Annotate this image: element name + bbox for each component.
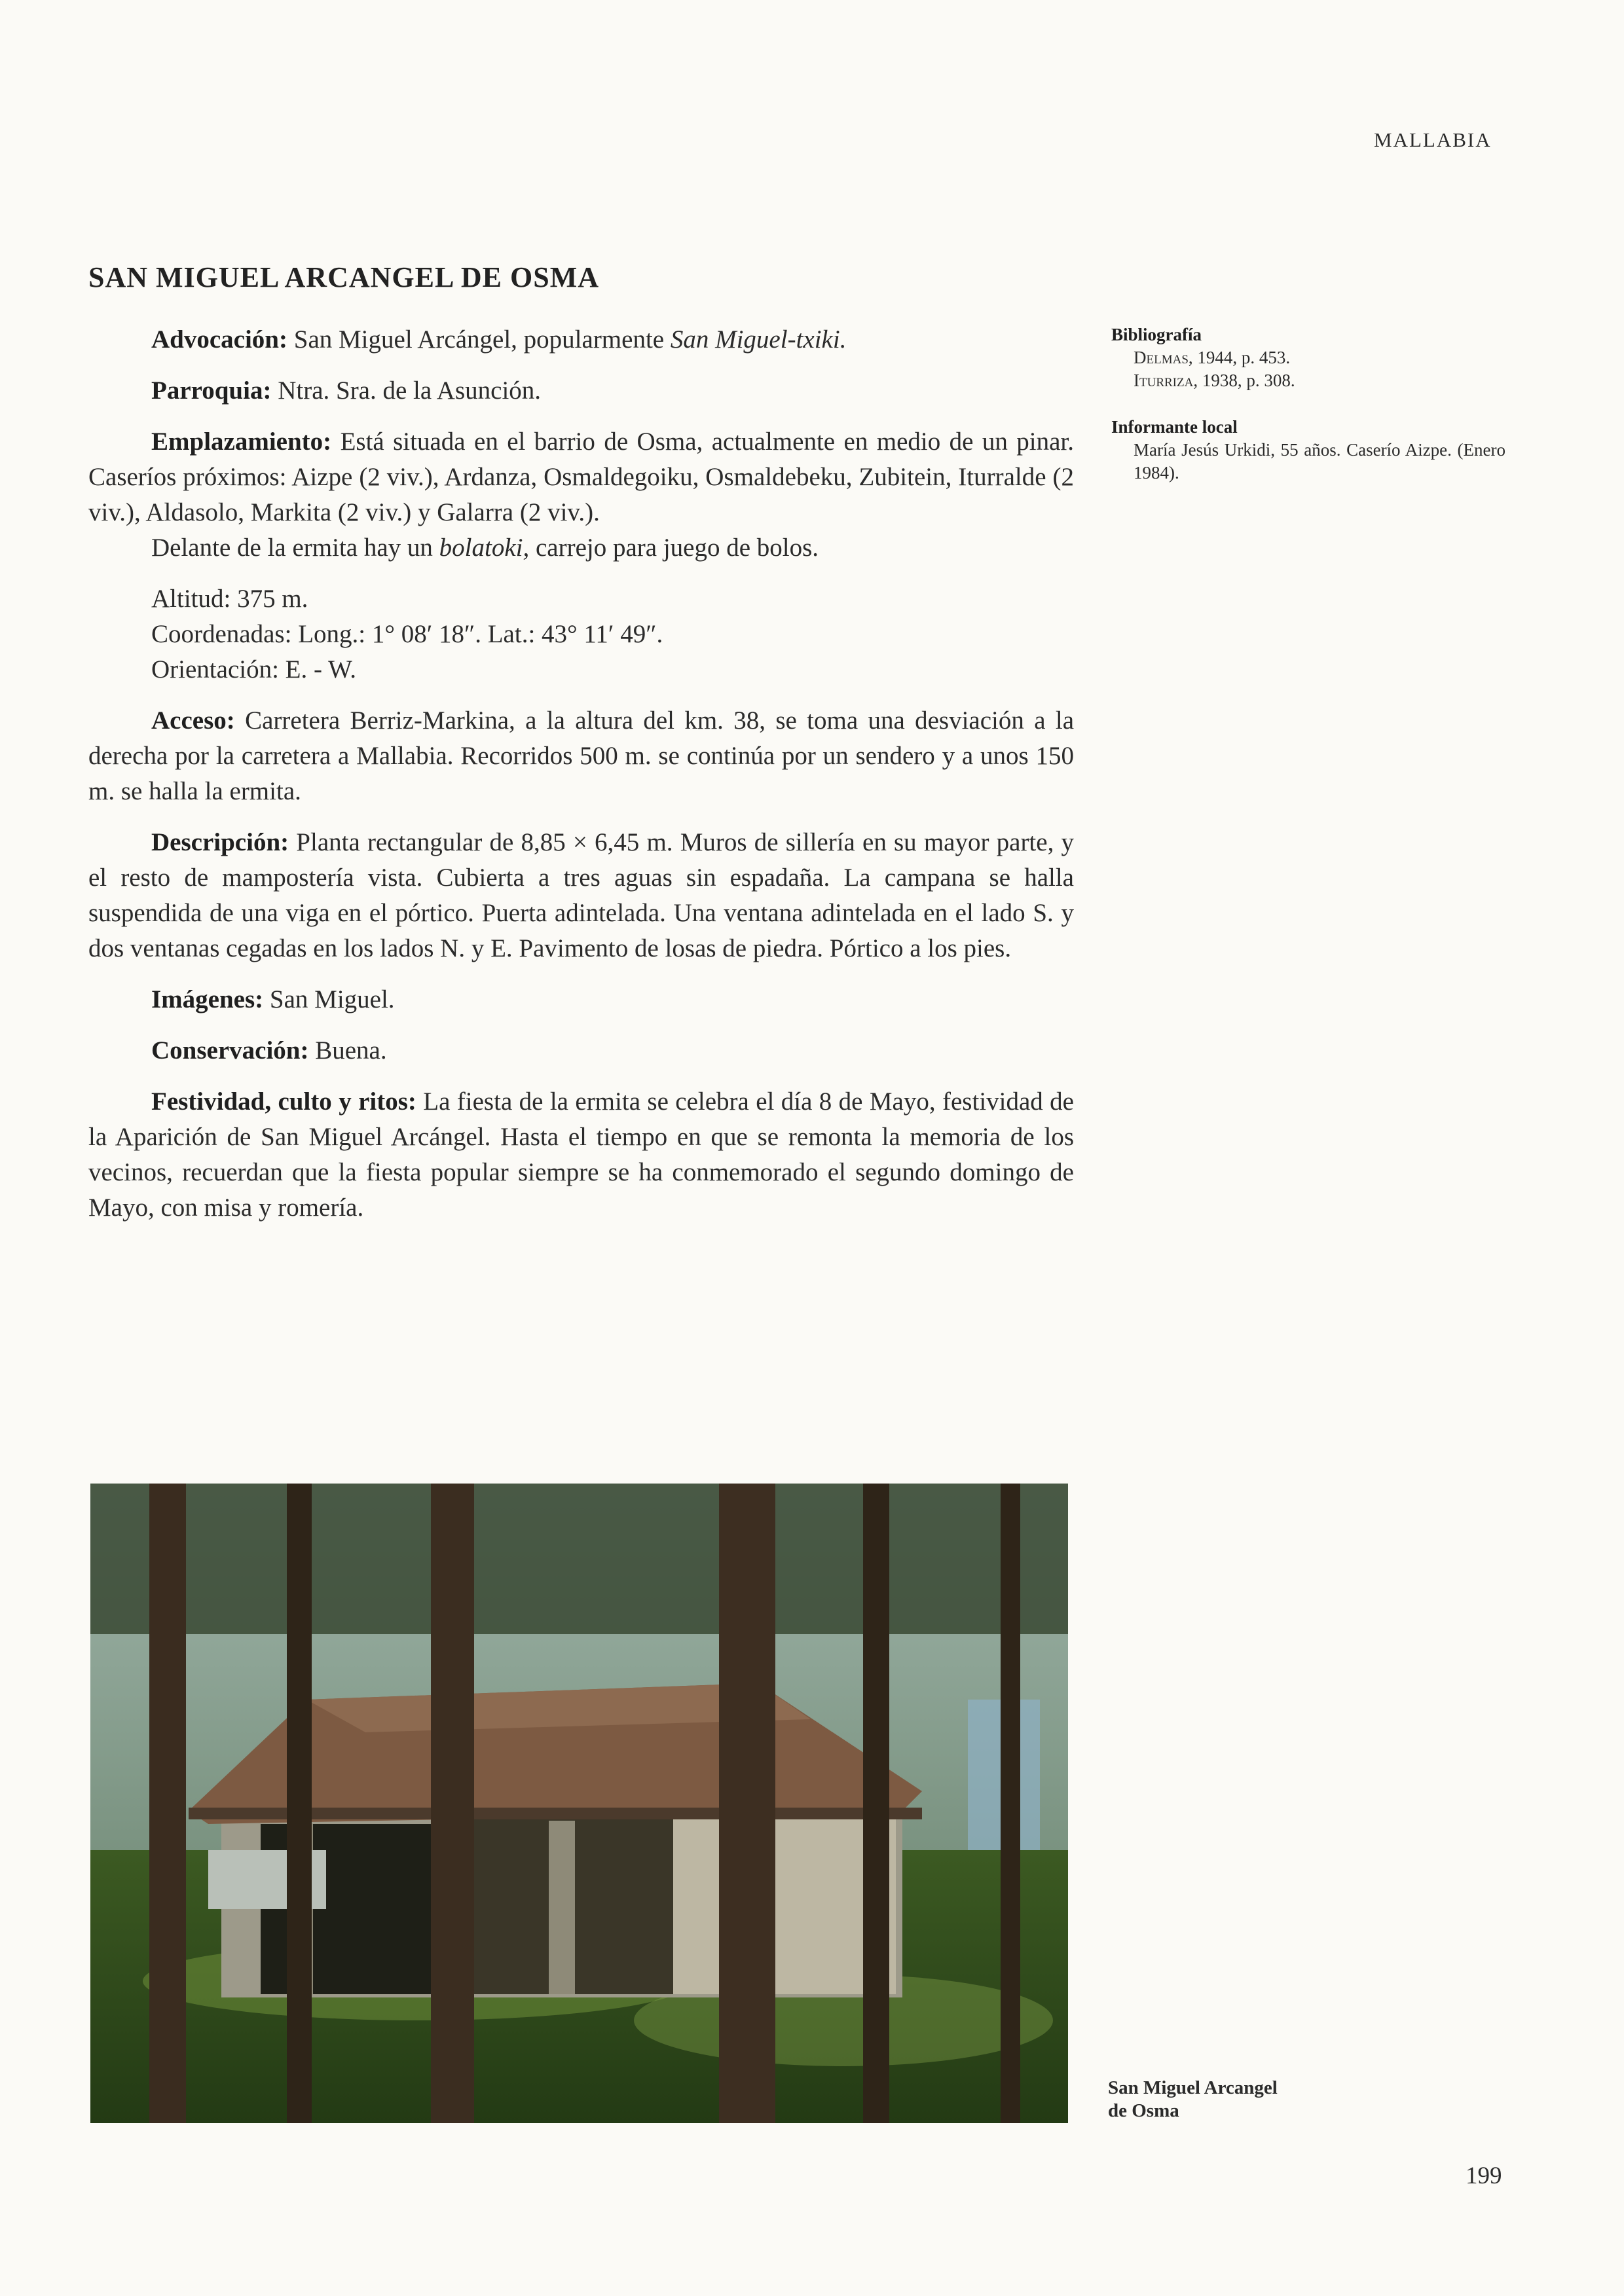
bolatoki-paragraph — [88, 530, 1074, 566]
informante-text: María Jesús Urkidi, 55 años. Caserío Aizpe. (Enero 1984). — [1134, 440, 1505, 483]
conservacion-label: Conservación: — [151, 1036, 309, 1065]
coordenadas-line: Coordenadas: Long.: 1° 08′ 18″. Lat.: 43° 11′ 49″. — [151, 620, 663, 648]
parroquia-text: Ntra. Sra. de la Asunción. — [278, 376, 542, 405]
festividad-label: Festividad, culto y ritos: — [151, 1087, 416, 1116]
page-number: 199 — [1466, 2162, 1502, 2189]
caption-line: San Miguel Arcangel — [1108, 2077, 1278, 2098]
bolatoki-italic: bolatoki, — [439, 534, 530, 562]
bibliografia-ref: , 1938, p. 308. — [1193, 371, 1295, 390]
emplazamiento-paragraph — [88, 424, 1074, 530]
altitud-line: Altitud: 375 m. — [151, 585, 308, 613]
parroquia-label: Parroquia: — [151, 376, 272, 405]
bibliografia-block — [1111, 323, 1505, 392]
acceso-paragraph — [88, 703, 1074, 809]
page-title: SAN MIGUEL ARCANGEL DE OSMA — [88, 261, 600, 293]
hermitage-photo — [90, 1484, 1068, 2123]
informante-heading: Informante local — [1111, 417, 1238, 437]
location-block — [88, 581, 1074, 687]
caption-line: de Osma — [1108, 2100, 1179, 2121]
festividad-text: La fiesta de la ermita se celebra el día 8 de Mayo, festividad de la Aparición de San Miguel Arcángel. Hasta el tiempo en que se remonta la memoria de los vecinos, recuerdan que la fiesta popular siempre se ha conmemorado el segundo domingo de Mayo, con misa y romería. — [88, 1087, 1074, 1222]
conservacion-paragraph — [88, 1033, 1074, 1068]
bibliografia-entry — [1111, 369, 1505, 392]
bibliografia-ref: , 1944, p. 453. — [1188, 348, 1291, 367]
advocacion-text: San Miguel Arcángel, popularmente — [293, 325, 671, 354]
bibliografia-author: Delmas — [1134, 348, 1189, 367]
advocacion-label: Advocación: — [151, 325, 287, 354]
bibliografia-author: Iturriza — [1134, 371, 1194, 390]
descripcion-paragraph — [88, 825, 1074, 966]
photo-caption — [1108, 2077, 1344, 2123]
advocacion-italic: San Miguel-txiki. — [670, 325, 847, 354]
emplazamiento-label: Emplazamiento: — [151, 428, 332, 456]
emplazamiento-text: Está situada en el barrio de Osma, actualmente en medio de un pinar. Caseríos próximos: Aizpe (2 viv.), Ardanza, Osmaldegoiku, Osmaldebeku, Zubitein, Iturralde (2 viv.), Aldasolo, Markita (2 viv.) y Galarra (2 viv.). — [88, 428, 1074, 526]
festividad-paragraph — [88, 1084, 1074, 1226]
advocacion-paragraph — [88, 322, 1074, 357]
bibliografia-heading: Bibliografía — [1111, 325, 1202, 344]
acceso-text: Carretera Berriz-Markina, a la altura del km. 38, se toma una desviación a la derecha por la carretera a Mallabia. Recorridos 500 m. se continúa por un sendero y a unos 150 m. se halla la ermita. — [88, 706, 1075, 805]
photo-illustration — [90, 1484, 1068, 2123]
conservacion-text: Buena. — [315, 1036, 387, 1065]
running-head: MALLABIA — [1374, 128, 1492, 151]
imagenes-text: San Miguel. — [269, 985, 395, 1013]
imagenes-label: Imágenes: — [151, 985, 264, 1013]
bibliografia-entry — [1111, 346, 1505, 369]
informante-block — [1111, 416, 1505, 484]
parroquia-paragraph — [88, 373, 1074, 409]
bolatoki-pre: Delante de la ermita hay un — [151, 534, 439, 562]
acceso-label: Acceso: — [151, 706, 235, 735]
bolatoki-post: carrejo para juego de bolos. — [529, 534, 819, 562]
descripcion-text: Planta rectangular de 8,85 × 6,45 m. Muros de sillería en su mayor parte, y el resto de mampostería vista. Cubierta a tres aguas sin espadaña. La campana se halla suspendida de una viga en el pórtico. Puerta adintelada. Una ventana adintelada en el lado S. y dos ventanas cegadas en los lados N. y E. Pavimento de losas de piedra. Pórtico a los pies. — [88, 828, 1074, 962]
descripcion-label: Descripción: — [151, 828, 289, 856]
main-text — [88, 322, 1074, 1241]
sidebar — [1111, 323, 1505, 508]
imagenes-paragraph — [88, 982, 1074, 1017]
orientacion-line: Orientación: E. - W. — [151, 655, 357, 683]
